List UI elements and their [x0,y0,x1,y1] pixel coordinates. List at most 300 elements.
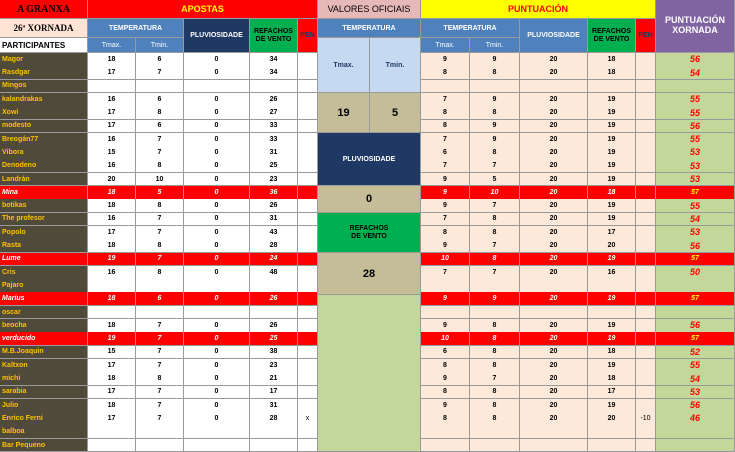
puntuacion-refachos: 16 [588,266,636,280]
apostas-refachos [250,279,298,293]
puntuacion-pluviosidade: 20 [520,106,588,120]
apostas-tmax: 15 [88,146,136,160]
puntuacion-temperatura-header: TEMPERATURA [421,19,520,38]
puntuacion-total: 55 [656,93,735,107]
puntuacion-total: 55 [656,199,735,213]
apostas-pluviosidade-header: PLUVIOSIDADE [184,19,250,53]
puntuacion-total: 56 [656,239,735,253]
apostas-tmin: 8 [136,199,184,213]
puntuacion-total: 53 [656,226,735,240]
apostas-tmin: 7 [136,133,184,147]
puntuacion-pluviosidade: 20 [520,372,588,386]
apostas-tmax [88,279,136,293]
apostas-refachos [250,80,298,94]
puntuacion-tmin: 8 [470,106,520,120]
apostas-pen [298,159,318,173]
puntuacion-refachos: 19 [588,359,636,373]
apostas-tmax: 16 [88,133,136,147]
puntuacion-refachos: 20 [588,412,636,426]
puntuacion-refachos-header: REFACHOS DE VENTO [588,19,636,53]
puntuacion-tmin: 7 [470,159,520,173]
apostas-refachos: 26 [250,199,298,213]
puntuacion-total [656,439,735,452]
puntuacion-tmin: 9 [470,53,520,67]
apostas-tmin: 7 [136,213,184,227]
apostas-tmin [136,425,184,439]
puntuacion-tmin: 7 [470,199,520,213]
puntuacion-refachos: 18 [588,66,636,80]
apostas-tmin: 5 [136,186,184,200]
apostas-pluviosidade: 0 [184,386,250,400]
puntuacion-pluviosidade: 20 [520,66,588,80]
apostas-tmin: 7 [136,319,184,333]
puntuacion-pen [636,319,656,333]
puntuacion-refachos: 19 [588,319,636,333]
puntuacion-tmax [421,306,470,320]
apostas-pen [298,226,318,240]
apostas-tmin: 8 [136,239,184,253]
puntuacion-pluviosidade: 20 [520,173,588,187]
apostas-tmax: 17 [88,386,136,400]
participant-name: balboa [0,425,88,439]
puntuacion-pen [636,80,656,94]
puntuacion-pen [636,266,656,280]
oficial-refachos-label: REFACHOS DE VENTO [318,213,421,253]
participant-name: Enrico Ferni [0,412,88,426]
participant-name: Mina [0,186,88,200]
apostas-refachos: 25 [250,332,298,346]
apostas-tmin: 7 [136,359,184,373]
apostas-pluviosidade: 0 [184,66,250,80]
puntuacion-total: 55 [656,106,735,120]
apostas-refachos: 38 [250,346,298,360]
apostas-refachos: 43 [250,226,298,240]
puntuacion-total [656,80,735,94]
apostas-refachos: 48 [250,266,298,280]
puntuacion-tmin: 8 [470,66,520,80]
apostas-pen [298,319,318,333]
puntuacion-pluviosidade: 20 [520,253,588,267]
puntuacion-pluviosidade [520,80,588,94]
puntuacion-pen [636,372,656,386]
apostas-refachos: 24 [250,253,298,267]
puntuacion-pen: -10 [636,412,656,426]
participant-name: Popolo [0,226,88,240]
apostas-pen: x [298,412,318,426]
apostas-tmax: 16 [88,159,136,173]
puntuacion-refachos: 19 [588,106,636,120]
puntuacion-pluviosidade: 20 [520,292,588,306]
puntuacion-tmax: 7 [421,133,470,147]
apostas-tmin: 7 [136,332,184,346]
puntuacion-tmin: 8 [470,386,520,400]
puntuacion-tmin-header: Tmin. [470,38,520,53]
apostas-pen [298,53,318,67]
puntuacion-tmin: 8 [470,226,520,240]
puntuacion-tmin: 8 [470,213,520,227]
apostas-pen [298,199,318,213]
puntuacion-total: 56 [656,53,735,67]
participant-name: Bar Pequeno [0,439,88,452]
puntuacion-refachos: 19 [588,199,636,213]
apostas-pen [298,186,318,200]
apostas-pluviosidade: 0 [184,346,250,360]
apostas-refachos: 31 [250,399,298,413]
puntuacion-pen [636,186,656,200]
apostas-pluviosidade: 0 [184,106,250,120]
apostas-refachos: 34 [250,66,298,80]
puntuacion-pluviosidade: 20 [520,319,588,333]
puntuacion-refachos [588,306,636,320]
apostas-tmin: 7 [136,346,184,360]
puntuacion-tmax: 8 [421,120,470,134]
apostas-refachos: 23 [250,173,298,187]
apostas-refachos: 25 [250,159,298,173]
puntuacion-pen [636,279,656,293]
puntuacion-refachos: 19 [588,253,636,267]
puntuacion-refachos: 20 [588,239,636,253]
puntuacion-pen [636,106,656,120]
puntuacion-tmin: 9 [470,93,520,107]
participant-name: Pajaro [0,279,88,293]
puntuacion-pen [636,359,656,373]
puntuacion-total: 55 [656,359,735,373]
apostas-pen [298,133,318,147]
apostas-refachos: 26 [250,292,298,306]
participant-name: oscar [0,306,88,320]
puntuacion-pen [636,306,656,320]
puntuacion-tmin [470,425,520,439]
apostas-pen [298,239,318,253]
apostas-tmax: 18 [88,53,136,67]
puntuacion-pen [636,146,656,160]
puntuacion-pen [636,159,656,173]
apostas-pen [298,146,318,160]
participant-name: botikas [0,199,88,213]
puntuacion-pen [636,386,656,400]
puntuacion-pluviosidade-header: PLUVIOSIDADE [520,19,588,53]
apostas-tmin: 6 [136,292,184,306]
puntuacion-tmax: 9 [421,372,470,386]
apostas-refachos: 28 [250,412,298,426]
puntuacion-header: PUNTUACIÓN [421,0,656,19]
apostas-pen [298,359,318,373]
puntuacion-tmax [421,279,470,293]
puntuacion-total: 57 [656,186,735,200]
oficial-tmin-label: Tmin. [370,38,421,93]
apostas-tmin: 7 [136,146,184,160]
apostas-pluviosidade: 0 [184,146,250,160]
puntuacion-tmin: 7 [470,266,520,280]
puntuacion-pen [636,425,656,439]
puntuacion-refachos: 17 [588,386,636,400]
puntuacion-pluviosidade: 20 [520,239,588,253]
apostas-refachos: 26 [250,93,298,107]
apostas-pluviosidade: 0 [184,53,250,67]
apostas-pluviosidade: 0 [184,319,250,333]
puntuacion-refachos: 18 [588,372,636,386]
puntuacion-pluviosidade: 20 [520,213,588,227]
puntuacion-tmin [470,80,520,94]
apostas-pluviosidade: 0 [184,120,250,134]
puntuacion-refachos: 18 [588,186,636,200]
apostas-pluviosidade: 0 [184,213,250,227]
apostas-refachos: 28 [250,239,298,253]
puntuacion-tmax: 9 [421,399,470,413]
apostas-pluviosidade [184,279,250,293]
apostas-pluviosidade: 0 [184,372,250,386]
apostas-tmin: 7 [136,412,184,426]
puntuacion-tmax: 7 [421,159,470,173]
puntuacion-total: 57 [656,253,735,267]
puntuacion-tmin [470,306,520,320]
puntuacion-total: 52 [656,346,735,360]
apostas-pluviosidade: 0 [184,332,250,346]
puntuacion-pluviosidade: 20 [520,133,588,147]
apostas-tmax: 18 [88,292,136,306]
puntuacion-pluviosidade: 20 [520,199,588,213]
puntuacion-total: 56 [656,120,735,134]
puntuacion-tmax: 7 [421,213,470,227]
participant-name: Lume [0,253,88,267]
puntuacion-refachos: 19 [588,332,636,346]
puntuacion-total: 56 [656,399,735,413]
apostas-header: APOSTAS [88,0,318,19]
apostas-tmax: 18 [88,319,136,333]
puntuacion-tmin [470,439,520,452]
apostas-tmin [136,279,184,293]
apostas-tmax: 17 [88,226,136,240]
puntuacion-pluviosidade: 20 [520,346,588,360]
apostas-pluviosidade [184,425,250,439]
puntuacion-tmin: 7 [470,372,520,386]
apostas-refachos: 31 [250,146,298,160]
apostas-pen [298,213,318,227]
apostas-tmax [88,80,136,94]
apostas-refachos [250,439,298,452]
apostas-tmin [136,80,184,94]
puntuacion-pen [636,120,656,134]
apostas-pen [298,106,318,120]
apostas-pluviosidade: 0 [184,359,250,373]
apostas-pen [298,386,318,400]
puntuacion-tmin: 8 [470,399,520,413]
apostas-tmax [88,306,136,320]
apostas-pen [298,80,318,94]
puntuacion-refachos [588,279,636,293]
apostas-tmax: 18 [88,186,136,200]
participant-name: Rasta [0,239,88,253]
puntuacion-refachos: 19 [588,93,636,107]
puntuacion-tmax: 6 [421,146,470,160]
puntuacion-total [656,306,735,320]
puntuacion-pluviosidade: 20 [520,146,588,160]
apostas-pluviosidade: 0 [184,266,250,280]
puntuacion-tmax: 9 [421,319,470,333]
apostas-tmax: 16 [88,213,136,227]
participant-name: Kaltxon [0,359,88,373]
apostas-refachos: 33 [250,120,298,134]
puntuacion-tmax: 9 [421,186,470,200]
puntuacion-pluviosidade [520,425,588,439]
puntuacion-pluviosidade: 20 [520,53,588,67]
apostas-refachos: 21 [250,372,298,386]
apostas-tmin: 8 [136,266,184,280]
puntuacion-pen [636,292,656,306]
apostas-refachos [250,425,298,439]
participant-name: sarabia [0,386,88,400]
puntuacion-pluviosidade: 20 [520,359,588,373]
apostas-pen [298,279,318,293]
apostas-tmin: 6 [136,93,184,107]
puntuacion-pluviosidade: 20 [520,226,588,240]
apostas-pluviosidade: 0 [184,253,250,267]
apostas-pluviosidade: 0 [184,399,250,413]
puntuacion-pen [636,332,656,346]
apostas-pen [298,253,318,267]
brand-title: A GRANXA [0,0,88,19]
participant-name: kalandrakas [0,93,88,107]
oficial-pluviosidade-label: PLUVIOSIDADE [318,133,421,186]
apostas-pen [298,439,318,452]
apostas-pluviosidade: 0 [184,226,250,240]
participant-name: michi [0,372,88,386]
puntuacion-tmax: 7 [421,266,470,280]
puntuacion-tmax: 8 [421,66,470,80]
apostas-pluviosidade [184,80,250,94]
apostas-tmax: 18 [88,239,136,253]
puntuacion-pen [636,93,656,107]
puntuacion-tmin: 9 [470,133,520,147]
apostas-tmax: 18 [88,372,136,386]
puntuacion-tmin: 9 [470,120,520,134]
puntuacion-pen [636,66,656,80]
apostas-pen [298,346,318,360]
participant-name: Landrán [0,173,88,187]
puntuacion-tmax: 10 [421,253,470,267]
puntuacion-pluviosidade: 20 [520,412,588,426]
apostas-pen [298,306,318,320]
puntuacion-pluviosidade: 20 [520,399,588,413]
oficial-pluviosidade-value: 0 [318,186,421,213]
participant-name: Julio [0,399,88,413]
oficial-refachos-value: 28 [318,253,421,295]
apostas-pen [298,399,318,413]
puntuacion-tmin [470,279,520,293]
puntuacion-refachos: 18 [588,346,636,360]
puntuacion-refachos: 19 [588,173,636,187]
puntuacion-refachos [588,425,636,439]
puntuacion-total: 46 [656,412,735,426]
participant-name: Breogán77 [0,133,88,147]
puntuacion-pluviosidade: 20 [520,159,588,173]
puntuacion-refachos [588,439,636,452]
participant-name: Rasdgar [0,66,88,80]
apostas-pluviosidade: 0 [184,292,250,306]
puntuacion-pen [636,399,656,413]
puntuacion-tmin: 8 [470,253,520,267]
apostas-pen [298,425,318,439]
apostas-tmin: 7 [136,66,184,80]
apostas-pluviosidade [184,306,250,320]
puntuacion-pluviosidade: 20 [520,186,588,200]
oficial-tmax-value: 19 [318,93,370,133]
puntuacion-pluviosidade: 20 [520,332,588,346]
puntuacion-pen [636,439,656,452]
participant-name: Xowi [0,106,88,120]
apostas-pluviosidade: 0 [184,133,250,147]
puntuacion-tmax: 10 [421,332,470,346]
puntuacion-pen [636,53,656,67]
puntuacion-total: 55 [656,133,735,147]
apostas-tmin: 7 [136,253,184,267]
apostas-pen [298,292,318,306]
apostas-refachos: 23 [250,359,298,373]
participant-name: verducido [0,332,88,346]
puntuacion-pluviosidade: 20 [520,266,588,280]
apostas-pluviosidade: 0 [184,199,250,213]
apostas-refachos: 27 [250,106,298,120]
apostas-tmax: 17 [88,106,136,120]
apostas-refachos: 36 [250,186,298,200]
puntuacion-tmax: 9 [421,239,470,253]
apostas-tmax: 18 [88,399,136,413]
apostas-tmin: 6 [136,53,184,67]
apostas-pluviosidade: 0 [184,159,250,173]
apostas-tmin: 6 [136,120,184,134]
participant-name: Vibora [0,146,88,160]
valores-oficiais-header: VALORES OFICIAIS [318,0,421,19]
puntuacion-refachos: 19 [588,120,636,134]
puntuacion-pen [636,133,656,147]
apostas-pluviosidade: 0 [184,173,250,187]
participant-name: The profesor [0,213,88,227]
puntuacion-total: 54 [656,372,735,386]
apostas-tmax: 19 [88,253,136,267]
puntuacion-tmax: 9 [421,173,470,187]
puntuacion-refachos: 19 [588,146,636,160]
apostas-pen [298,120,318,134]
apostas-pen [298,93,318,107]
apostas-tmin: 7 [136,226,184,240]
puntuacion-tmax: 7 [421,93,470,107]
puntuacion-refachos: 19 [588,399,636,413]
puntuacion-total: 53 [656,159,735,173]
apostas-pen [298,66,318,80]
puntuacion-tmax: 8 [421,359,470,373]
puntuacion-xornada-header: PUNTUACIÓN XORNADA [656,0,735,53]
puntuacion-pen [636,346,656,360]
apostas-tmin [136,306,184,320]
apostas-tmax [88,439,136,452]
participants-header: PARTICIPANTES [0,38,88,53]
puntuacion-tmax: 8 [421,412,470,426]
apostas-tmin: 7 [136,386,184,400]
jornada-label: 26ª XORNADA [0,19,88,38]
apostas-refachos: 31 [250,213,298,227]
puntuacion-tmax [421,80,470,94]
apostas-refachos: 26 [250,319,298,333]
apostas-tmax: 17 [88,120,136,134]
apostas-tmax: 17 [88,412,136,426]
puntuacion-total: 56 [656,319,735,333]
puntuacion-refachos: 19 [588,213,636,227]
oficial-tmin-value: 5 [370,93,421,133]
puntuacion-tmin: 10 [470,186,520,200]
puntuacion-pen [636,253,656,267]
apostas-temperatura-header: TEMPERATURA [88,19,184,38]
apostas-tmax: 17 [88,66,136,80]
